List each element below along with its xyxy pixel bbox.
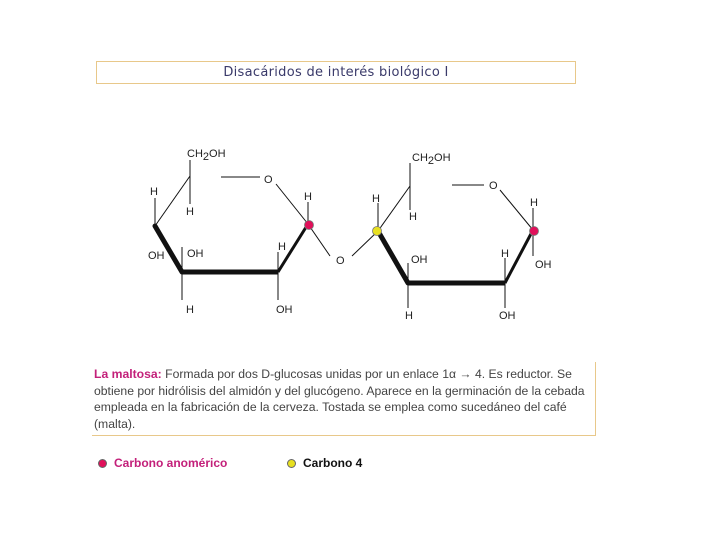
ring2-labels [372, 152, 552, 322]
ring2-oh-c3: OH [411, 254, 428, 266]
carbon4-marker [373, 227, 382, 236]
ring2-bonds [378, 163, 533, 308]
legend-anomeric-label: Carbono anomérico [114, 456, 228, 470]
ring1-oh-c2: OH [276, 304, 293, 316]
legend-anomeric [98, 456, 227, 470]
ring2-ch2oh-label: CH2OH [412, 152, 451, 167]
ring2-bond-c5-c4 [378, 186, 410, 231]
legend-carbon4-label: Carbono 4 [303, 456, 363, 470]
carbon4-dot-icon [287, 459, 296, 468]
ring2-h-c2: H [501, 248, 509, 260]
description-text [94, 366, 595, 432]
description-box [92, 362, 596, 436]
ring2-h-c5: H [409, 211, 417, 223]
ring2-h-c3: H [405, 310, 413, 322]
legend-carbon4 [287, 456, 362, 470]
page-title: Disacáridos de interés biológico I [223, 65, 449, 80]
ring1-labels [148, 148, 312, 316]
ring2-bond-c2-c1 [505, 230, 533, 283]
ring2-ring-oxygen: O [489, 180, 498, 192]
ring2-bond-c4-c3 [378, 231, 408, 283]
ring1-bond-o-c1 [276, 184, 308, 224]
glycosidic-oxygen: O [336, 255, 345, 267]
ring1-h-c3: H [186, 304, 194, 316]
description-lead: La maltosa: [94, 367, 162, 381]
anomeric-carbon-marker [305, 221, 314, 230]
ring2-h-c4: H [372, 193, 380, 205]
ring1-ch2oh-label: CH2OH [187, 148, 226, 163]
ring2-bond-o-c1 [500, 190, 533, 230]
ring1-h-c4-top: H [150, 186, 158, 198]
ring2-oh-c1: OH [535, 259, 552, 271]
ring1-bond-c4-c3 [155, 226, 182, 272]
description-body: Formada por dos D-glucosas unidas por un enlace 1α → 4. Es reductor. Se obtiene por hidrólisis del almidón y del glucógeno. Aparece en la germinación de la cebada empleada en la fabricación de la cerveza. Tostada se emplea como sucedáneo del café (malta). [94, 367, 585, 431]
anomeric-carbon-marker-ring2 [530, 227, 539, 236]
ring1-oh-c3: OH [187, 248, 204, 260]
ring1-oh-c4: OH [148, 250, 165, 262]
ring1-h-c5: H [186, 206, 194, 218]
ring1-h-c2: H [278, 241, 286, 253]
ring2-h-c1: H [530, 197, 538, 209]
ring2-oh-c2: OH [499, 310, 516, 322]
ring1-ring-oxygen: O [264, 174, 273, 186]
ring1-bond-c5-c4 [155, 176, 190, 226]
ring1-h-c1: H [304, 191, 312, 203]
anomeric-dot-icon [98, 459, 107, 468]
